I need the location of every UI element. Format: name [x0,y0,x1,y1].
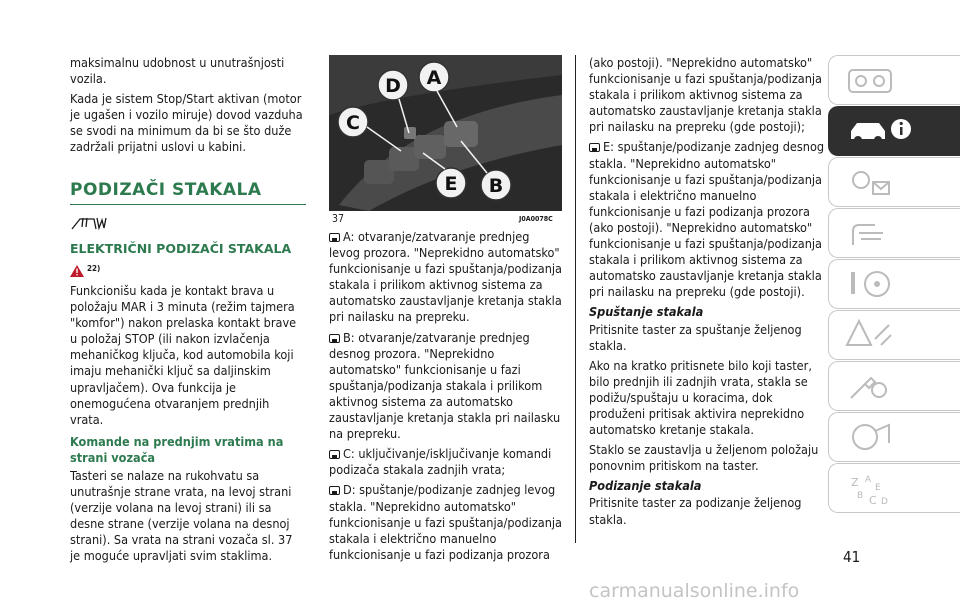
callout-b: B [488,175,504,197]
warning-icon [70,265,84,277]
warning-note [70,261,306,277]
dashboard-icon [845,62,895,98]
tab-maintenance[interactable] [828,361,960,411]
window-icon [70,215,306,235]
watermark[interactable]: carmanualsonline.info [589,580,800,602]
steering-wheel-icon [845,266,895,302]
svg-text:A: A [865,475,872,485]
tab-dashboard[interactable] [828,55,960,105]
svg-text:B: B [857,491,864,501]
text-column-2 [329,229,563,567]
tab-index[interactable] [828,463,960,513]
window-switch-icon [329,450,340,459]
paragraph: Staklo se zaustavlja u željenom položaju ponovnim pritiskom na taster. [589,442,819,474]
paragraph: maksimalnu udobnost u unutrašnjosti vozila. [70,55,285,87]
page-number: 41 [843,548,861,566]
section-rule [70,204,306,205]
callout-a: A [426,67,442,89]
tab-lights[interactable] [828,157,960,207]
svg-text:D: D [881,497,888,507]
callout-e: E [444,173,458,195]
text-column-3 [589,55,825,532]
tab-controls[interactable] [828,208,960,258]
figure-number: 37 [332,213,345,225]
paragraph: (ako postoji). "Neprekidno automatsko" funkcionisanje u fazi spuštanja/podizanja stakala i prilikom aktivnog sistema za automatsko zaustavljanje kretanja stakla pri nailasku na prepreku (gde postoji); [589,55,822,135]
list-item: A: otvaranje/zatvaranje prednjeg levog prozora. "Neprekidno automatsko" funkcionisanje u fazi spuštanja/podizanja stakala i prilikom aktivnog sistema za automatsko zaustavljanje kretanja stakla pri nailasku na prepreku. [329,229,562,325]
window-switch-icon [329,486,340,495]
paragraph: Tasteri se nalaze na rukohvatu sa unutrašnje strane vrata, na levoj strani (verzije volana na levoj strani) ili sa desne strane (verzije volana na desnoj strani). Sa vrata na strani vozača sl. 37 je moguće upravljati svim staklima. [70,467,293,564]
subheading: Komande na prednjim vratima na strani vozača [70,433,284,465]
text-column-1 [70,55,306,569]
paragraph: Pritisnite taster za podizanje željenog stakla. [589,495,802,527]
hand-icon [845,215,895,251]
paragraph: Kada je sistem Stop/Start aktivan (motor je ugašen i vozilo miruje) dovod vazduha se svodi na minimum da bi se što duže zadržali prijatni uslovi u kabini. [70,91,303,155]
list-item: D: spuštanje/podizanje zadnjeg levog stakla. "Neprekidno automatsko" funkcionisanje u fazi spuštanja/podizanja stakala i električno manuelno funkcionisanje u fazi podizanja prozora [329,482,562,562]
svg-text:C: C [869,494,877,507]
warning-ref: 22) [87,263,101,273]
chapter-sidebar [828,55,960,535]
callout-c: C [346,112,360,134]
tab-emergency[interactable] [828,310,960,360]
figure-code: J0A0078C [519,215,553,223]
paragraph: Pritisnite taster za spuštanje željenog stakla. [589,321,802,353]
multimedia-icon [845,419,895,455]
window-switch-icon [589,143,600,152]
car-info-icon [845,113,915,149]
list-item: C: uključivanje/isključivanje komandi podizača stakala zadnjih vrata; [329,446,552,478]
window-switch-photo [329,55,562,211]
subheading: Podizanje stakala [589,478,702,494]
tab-vehicle-info[interactable] [828,106,960,156]
list-item: E: spuštanje/podizanje zadnjeg desnog stakla. "Neprekidno automatsko" funkcionisanje u fazi spuštanja/podizanja stakala i električno manuelno funkcionisanje u fazi podizanja prozora (ako postoji). "Neprekidno automatsko" funkcionisanje u fazi spuštanja/podizanja stakala i prilikom aktivnog sistema za automatsko zaustavljanje kretanja stakla pri nailasku na prepreku (gde postoji). [589,139,825,300]
window-switch-icon [329,233,340,242]
warning-triangle-icon [845,317,895,353]
callout-d: D [385,75,401,97]
index-icon [845,470,895,510]
light-icon [845,164,895,200]
list-item: B: otvaranje/zatvaranje prednjeg desnog prozora. "Neprekidno automatsko" funkcionisanje u fazi spuštanja/podizanja stakala i prilikom aktivnog sistema za automatsko zaustavljanje kretanja stakla pri nailasku na prepreku. [329,329,561,442]
column-divider [575,55,576,543]
paragraph: Ako na kratko pritisnete bilo koji taster, bilo prednjih ili zadnjih vrata, stakla se podižu/spuštaju u koracima, dok produženi pritisak aktivira neprekidno automatsko kretanje stakala. [589,357,812,438]
subheading: Spuštanje stakala [589,304,704,320]
svg-text:E: E [875,483,881,493]
service-icon [845,368,895,404]
paragraph: Funkcionišu kada je kontakt brava u položaju MAR i 3 minuta (režim tajmera "komfor") nakon prelaska kontakt brave u položaj STOP (ili nakon izvlačenja mehaničkog ključa, kod automobila koji imaju mehanički ključ sa daljinskim upravljačem). Ova funkcija je onemogućena otvaranjem prednjih vrata. [70,282,297,427]
tab-multimedia[interactable] [828,412,960,462]
tab-driving[interactable] [828,259,960,309]
window-switch-icon [329,334,340,343]
svg-text:Z: Z [851,476,859,489]
subsection-title: ELEKTRIČNI PODIZAČI STAKALA [70,240,292,256]
section-title: PODIZAČI STAKALA [70,179,262,200]
